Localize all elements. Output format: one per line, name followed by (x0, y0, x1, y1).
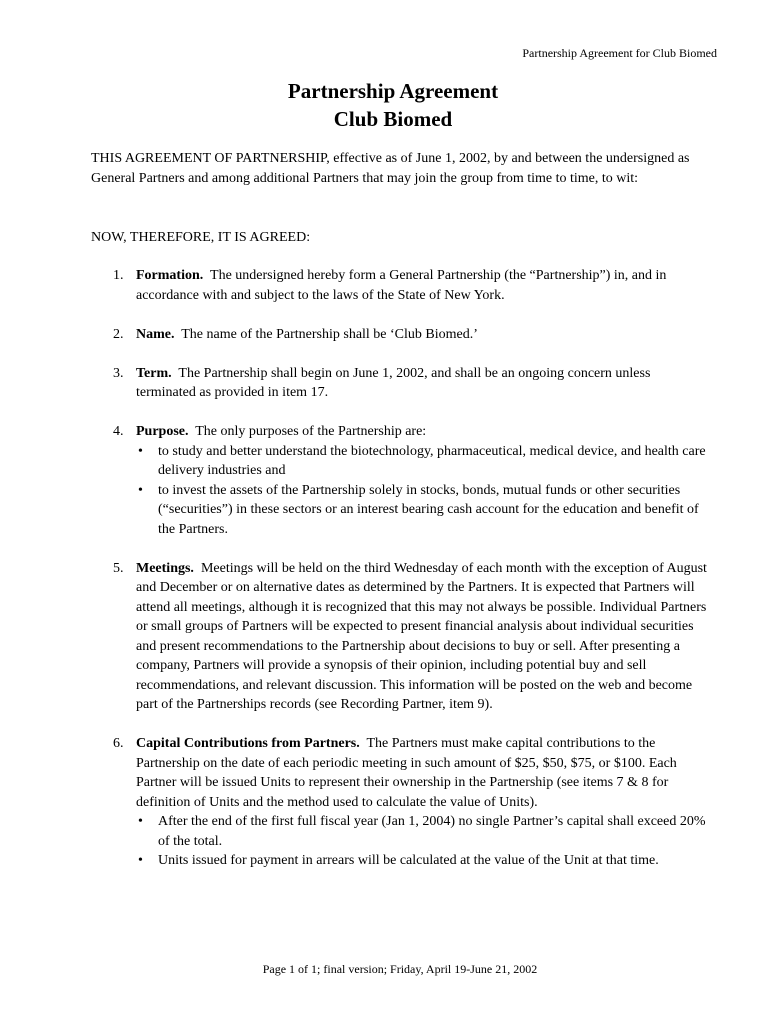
page-footer: Page 1 of 1; final version; Friday, April 19-June 21, 2002 (262, 962, 538, 976)
bullet-item (136, 812, 711, 851)
item-text: The name of the Partnership shall be ‘Club Biomed.’ (181, 326, 478, 342)
item-number: 2. (113, 326, 124, 342)
item-number: 5. (113, 560, 124, 576)
agreement-item (91, 559, 711, 715)
document-title (0, 77, 770, 133)
intro-paragraph: THIS AGREEMENT OF PARTNERSHIP, effective as of June 1, 2002, by and between the undersigned as General Partners and among additional Partners that may join the group from time to time, to wit: (91, 151, 690, 186)
item-heading: Meetings. (136, 560, 194, 576)
agreement-item (91, 266, 711, 305)
running-header: Partnership Agreement for Club Biomed (522, 46, 717, 60)
bullet-item (136, 851, 711, 871)
item-heading: Term. (136, 365, 172, 381)
bullet-text: to invest the assets of the Partnership solely in stocks, bonds, mutual funds or other securities (“securities”) in these sectors or an interest bearing cash account for the education and benefit of the Partners. (158, 482, 699, 537)
item-number: 3. (113, 365, 124, 381)
item-heading: Purpose. (136, 424, 189, 439)
bullet-item (136, 481, 711, 540)
item-number: 4. (113, 424, 124, 439)
bullet-icon: • (138, 443, 143, 459)
bullet-list (136, 442, 711, 540)
agreement-item (91, 422, 711, 539)
agreement-items (91, 266, 711, 890)
bullet-text: After the end of the first full fiscal year (Jan 1, 2004) no single Partner’s capital shall exceed 20% of the total. (158, 814, 706, 849)
agreement-item (91, 325, 711, 345)
agreement-item (91, 364, 711, 403)
item-heading: Capital Contributions from Partners. (136, 736, 360, 751)
now-therefore-paragraph: NOW, THEREFORE, IT IS AGREED: (91, 230, 311, 245)
bullet-icon: • (138, 482, 143, 498)
item-heading: Name. (136, 326, 175, 342)
item-text: The only purposes of the Partnership are: (195, 424, 427, 439)
agreement-item (91, 734, 711, 871)
item-number: 1. (113, 268, 124, 283)
item-text: The undersigned hereby form a General Partnership (the “Partnership”) in, and in accordance with and subject to the laws of the State of New York. (136, 268, 667, 303)
bullet-text: to study and better understand the biotechnology, pharmaceutical, medical device, and health care delivery industries and (158, 443, 706, 478)
bullet-item (136, 442, 711, 481)
bullet-icon: • (138, 853, 143, 868)
title-line-1: Partnership Agreement (287, 79, 499, 103)
bullet-list (136, 812, 711, 871)
item-text: Meetings will be held on the third Wednesday of each month with the exception of August and December or on alternative dates as determined by the Partners. It is expected that Partners will attend all meetings, although it is recognized that this may not always be possible. Individual Partners or small groups of Partners will be expected to present financial analysis about individual securities and present recommendations to the Partnership about decisions to buy or sell. After presenting a company, Partners will provide a synopsis of their opinion, including potential buy and sell recommendations, and relevant discussion. This information will be posted on the web and become part of the Partnerships records (see Recording Partner, item 9). (136, 560, 707, 712)
item-text: The Partnership shall begin on June 1, 2002, and shall be an ongoing concern unless terminated as provided in item 17. (136, 365, 651, 400)
item-heading: Formation. (136, 268, 204, 283)
title-line-2: Club Biomed (333, 107, 453, 131)
bullet-text: Units issued for payment in arrears will be calculated at the value of the Unit at that time. (158, 853, 659, 868)
item-text: The Partners must make capital contributions to the Partnership on the date of each periodic meeting in such amount of $25, $50, $75, or $100. Each Partner will be issued Units to represent their ownership in the Partnership (see items 7 & 8 for definition of Units and the method used to calculate the value of Units). (136, 736, 677, 810)
item-number: 6. (113, 736, 124, 751)
bullet-icon: • (138, 814, 143, 829)
